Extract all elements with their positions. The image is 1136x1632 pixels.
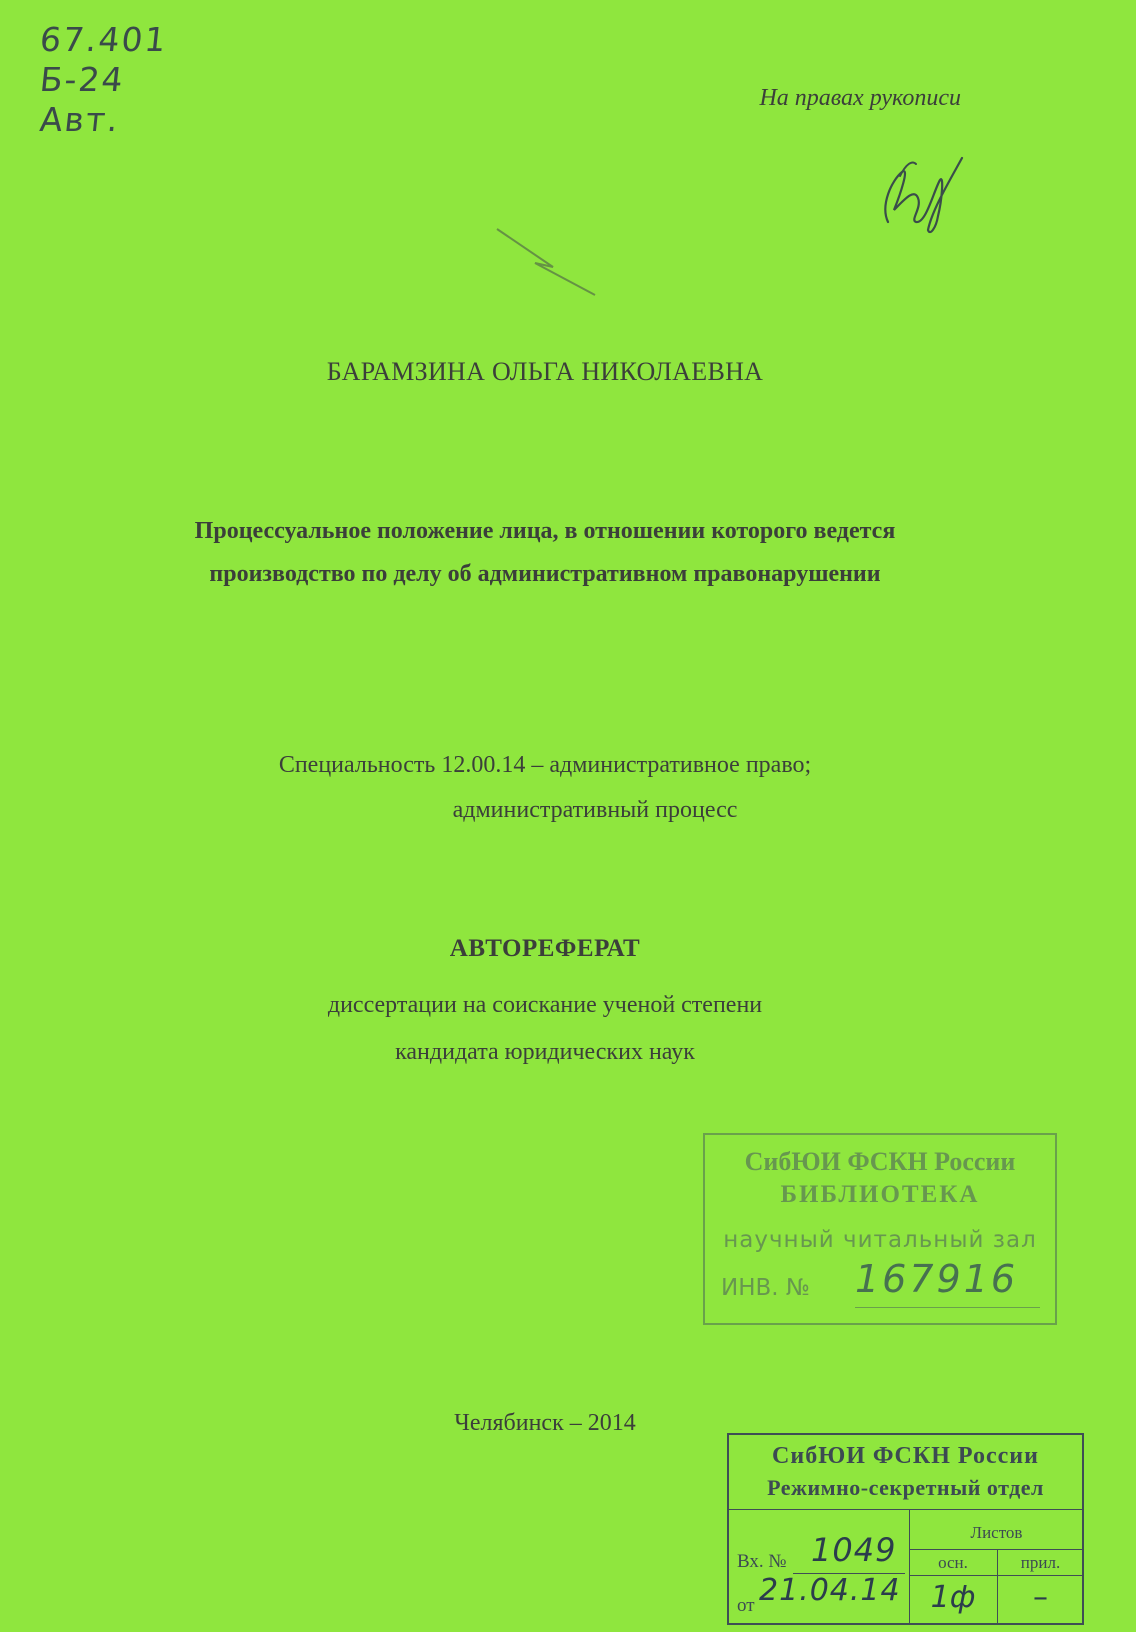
document-type: АВТОРЕФЕРАТ — [449, 935, 641, 962]
library-stamp — [703, 1133, 1057, 1325]
secret-stamp-in-label: Вх. № — [737, 1551, 787, 1572]
stray-pen-mark — [495, 225, 605, 305]
secret-stamp-in-number: 1049 — [811, 1531, 897, 1569]
degree-line-2: кандидата юридических наук — [395, 1039, 695, 1065]
library-stamp-underline — [855, 1307, 1040, 1308]
handwritten-signature — [870, 150, 970, 240]
secret-stamp-appendix-label: прил. — [1020, 1553, 1061, 1572]
specialty — [0, 743, 1090, 833]
author-name: БАРАМЗИНА ОЛЬГА НИКОЛАЕВНА — [326, 357, 764, 386]
secret-stamp-dept: Режимно-секретный отдел — [767, 1475, 1044, 1500]
library-code-line-3: Авт. — [38, 100, 122, 139]
manuscript-note: На правах рукописи — [759, 85, 961, 111]
dissertation-title — [0, 510, 1090, 596]
secret-stamp-divider — [729, 1509, 1082, 1510]
secret-stamp-divider — [909, 1549, 1084, 1550]
library-stamp-hall: научный читальный зал — [723, 1227, 1037, 1253]
specialty-line-1: Специальность 12.00.14 – административное право; — [278, 752, 812, 778]
degree-line-1: диссертации на соискание ученой степени — [327, 992, 763, 1018]
library-stamp-inv-label: ИНВ. № — [721, 1275, 810, 1301]
secret-department-stamp — [727, 1433, 1084, 1625]
library-stamp-dept: БИБЛИОТЕКА — [780, 1181, 980, 1208]
secret-stamp-from-label: от — [737, 1595, 755, 1616]
title-line-1: Процессуальное положение лица, в отношении которого ведется — [194, 518, 896, 544]
secret-stamp-appendix-value: – — [1033, 1580, 1048, 1615]
handwritten-library-code — [38, 20, 170, 140]
secret-stamp-sheets-label: Листов — [970, 1523, 1023, 1542]
secret-stamp-org: СибЮИ ФСКН России — [772, 1443, 1039, 1469]
title-line-2: производство по делу об административном правонарушении — [209, 561, 881, 587]
secret-stamp-divider — [909, 1575, 1084, 1576]
library-stamp-inv-number: 167916 — [855, 1257, 1019, 1301]
secret-stamp-main-label: осн. — [938, 1553, 968, 1572]
secret-stamp-from-date: 21.04.14 — [759, 1573, 901, 1608]
secret-stamp-main-value: 1ф — [930, 1580, 976, 1615]
library-stamp-org: СибЮИ ФСКН России — [744, 1147, 1016, 1176]
specialty-line-2: административный процесс — [452, 797, 738, 823]
library-code-line-2: Б-24 — [38, 60, 127, 99]
library-code-line-1: 67.401 — [38, 20, 170, 59]
city-year: Челябинск – 2014 — [454, 1410, 636, 1436]
degree-description — [0, 982, 1090, 1076]
